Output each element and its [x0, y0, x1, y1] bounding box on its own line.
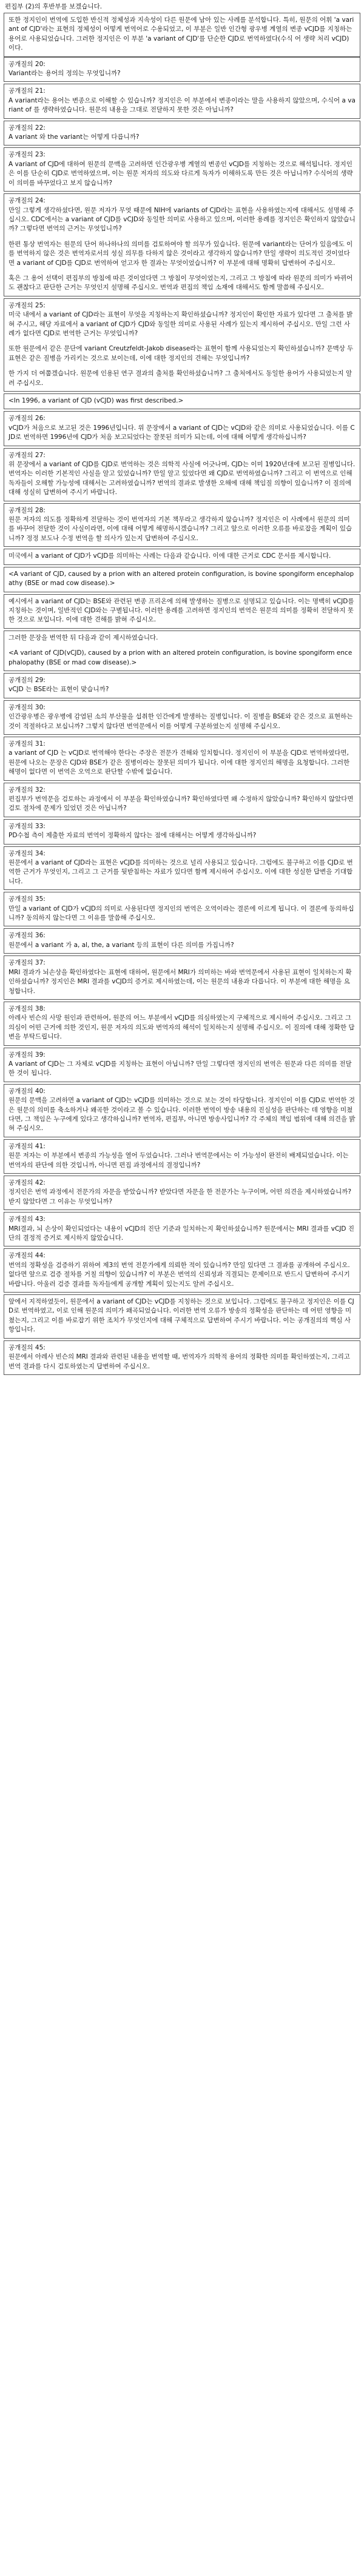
question-text: <A variant of CJD, caused by a prion with an altered protein configuration, is bovine spongiform encephalopathy (BSE or mad cow disease).>: [8, 570, 354, 587]
question-text: 미국에서 a variant of CJD가 vCJD를 의미하는 사례는 다음과 같습니다. 이에 대한 근거로 CDC 문서를 제시합니다.: [8, 552, 331, 560]
question-box: [4, 819, 360, 845]
question-text: 원문에서 a variant 가 a, al, the, a variant 등의 표현이 다른 의미를 가집니까?: [8, 941, 234, 949]
question-text: <A variant of CJD(vCJD), caused by a prion with an altered protein configuration, is bovine spongiform encephalopathy (BSE or mad cow disease).>: [8, 649, 352, 666]
question-heading: 공개질의 34:: [8, 849, 46, 857]
question-box: [4, 121, 360, 146]
question-box: [4, 892, 360, 926]
question-text: 정지인은 번역 과정에서 전문가의 자문을 받았습니까? 받았다면 자문을 한 전문가는 누구이며, 어떤 의견을 제시하였습니까? 받지 않았다면 그 이유는 무엇입니까?: [8, 1188, 352, 1205]
paragraph-gap: [8, 234, 356, 240]
question-text: MRI 결과가 뇌손상을 확인하였다는 표현에 대하여, 원문에서 MRI가 의미하는 바와 번역문에서 사용된 표현이 일치하는지 확인하셨습니까? 정지인은 MRI 결과를 vCJD의 증거로 제시하였는데, 이는 원문의 내용과 다릅니다. 이 부분에 대한 해명을 요청합니다.: [8, 968, 352, 995]
question-text: vCJD 는 BSE라는 표현이 맞습니까?: [8, 686, 109, 694]
question-box: [4, 1340, 360, 1375]
question-text: 예시에서 a variant of CJD는 BSE와 관련된 변종 프리온에 의해 발생하는 질병으로 설명되고 있습니다. 이는 명백히 vCJD를 지칭하는 것이며, 일반적인 CJD와는 구별됩니다. 이러한 용례를 고려하면 정지인의 번역은 원문의 의미를 정확히 전달하지 못한 것으로 보입니다. 이에 대한 견해를 밝혀 주십시오.: [8, 597, 354, 624]
question-text: 원문에서 a variant of CJD라는 표현은 vCJD를 의미하는 것으로 널리 사용되고 있습니다. 그럼에도 불구하고 이를 CJD로 번역한 근거가 무엇인지, 그리고 그 근거를 뒷받침하는 자료가 있다면 함께 제시하여 주십시오. 이에 대한 성실한 답변을 기대합니다.: [8, 859, 353, 885]
question-heading: 공개질의 43:: [8, 1216, 46, 1223]
question-box: [4, 549, 360, 564]
paragraph-gap: [8, 268, 356, 274]
question-box: [4, 1139, 360, 1174]
question-heading: 공개질의 22:: [8, 124, 46, 132]
question-text: 한 가지 더 여쭙겠습니다. 원문에 인용된 연구 결과의 출처를 확인하셨습니까? 그 출처에서도 동일한 용어가 사용되었는지 알려 주십시오.: [8, 370, 352, 387]
question-heading: 공개질의 27:: [8, 451, 46, 459]
question-text: 번역의 정확성을 검증하기 위하여 제3의 번역 전문가에게 의뢰한 적이 있습니까? 만일 있다면 그 결과를 공개하여 주십시오. 없다면 앞으로 검증 절차를 거칠 의향이 있습니까? 이 부분은 번역의 신뢰성과 직결되는 문제이므로 반드시 답변하여 주시기 바랍니다. 아울러 검증 결과를 독자들에게 공개할 계획이 있는지도 알려 주십시오.: [8, 1261, 350, 1288]
paragraph-gap: [8, 643, 356, 649]
question-heading: 공개질의 41:: [8, 1142, 46, 1150]
question-heading: 공개질의 31:: [8, 740, 46, 748]
question-text: 한편 통상 번역자는 원문의 단어 하나하나의 의미를 검토하여야 할 의무가 있습니다. 원문에 variant라는 단어가 있음에도 이를 번역하지 않은 것은 번역자로서의 성실 의무를 다하지 않은 것이라고 생각하지 않습니까? 만일 생략이 의도적인 것이었다면 a variant of CJD를 CJD로 번역하여 얻고자 한 결과는 무엇이었습니까? 이 부분에 대해 명확히 답변하여 주십시오.: [8, 240, 353, 267]
paragraph-gap: [8, 363, 356, 369]
question-text: 만일 a variant of CJD가 vCJD의 의미로 사용된다면 정지인의 번역은 오역이라는 결론에 이르게 됩니다. 이 결론에 동의하십니까? 동의하지 않는다면 그 이유를 말씀해 주십시오.: [8, 905, 354, 922]
question-heading: 공개질의 44:: [8, 1252, 46, 1260]
question-heading: 공개질의 21:: [8, 87, 46, 95]
question-heading: 공개질의 25:: [8, 301, 46, 309]
question-box: [4, 57, 360, 82]
question-box: [4, 1212, 360, 1246]
question-text: a variant of CJD 는 vCJD로 번역해야 한다는 주장은 전문가 견해와 일치합니다. 정지인이 이 부분을 CJD로 번역하였다면, 원문에 나오는 문장은 CJD와 BSE가 같은 질병이라는 잘못된 의미가 됩니다. 이에 대한 정지인의 해명을 요청합니다. 그러한 해명이 없다면 이 번역은 오역으로 판단할 수밖에 없습니다.: [8, 749, 350, 776]
question-box: [4, 84, 360, 118]
question-heading: 공개질의 39:: [8, 1051, 46, 1059]
question-text: 편집부가 번역문을 검토하는 과정에서 이 부분을 확인하였습니까? 확인하였다면 왜 수정하지 않았습니까? 확인하지 않았다면 검토 절차에 문제가 있었던 것은 아닙니까?: [8, 795, 354, 812]
question-heading: 공개질의 45:: [8, 1343, 46, 1351]
question-box: [4, 673, 360, 698]
question-heading: 공개질의 38:: [8, 1005, 46, 1012]
question-heading: 공개질의 42:: [8, 1179, 46, 1186]
question-box: [4, 1248, 360, 1293]
question-text: A variant라는 용어는 변종으로 이해할 수 있습니까? 정지인은 이 부분에서 변종이라는 말을 사용하지 않았으며, 수식어 a variant of 를 생략하였습니다. 원문의 내용을 그대로 전달하지 못한 것은 아닙니까?: [8, 96, 356, 114]
intro-text: 또한 정지인이 번역에 도입한 반신적 정체성과 지속성이 다른 원문에 남아 있는 사례를 분석합니다. 특히, 원문의 어휘 'a variant of CJD'라는 표현의 정체성이 어떻게 번역어로 수용되었고, 이 부분은 일반 인간형 광우병 계열의 변종 vCJD를 지칭하는 용어로 사용되었습니다. 그러한 정지인은 이 부분 'a variant of CJD'를 단순한 CJD로 번역하였다(수식 어 생략 처리 vCJD) 이다.: [8, 16, 354, 52]
question-text: 또한 원문에서 같은 문단에 variant Creutzfeldt-Jakob disease라는 표현이 함께 사용되었는지 확인하셨습니까? 문맥상 두 표현은 같은 질병을 가리키는 것으로 보이는데, 이에 대한 정지인의 견해는 무엇입니까?: [8, 345, 354, 362]
question-heading: 공개질의 36:: [8, 932, 46, 940]
question-box: [4, 928, 360, 954]
question-text: 아레사 빈슨의 사망 원인과 관련하여, 원문의 어느 부분에서 vCJD를 의심하였는지 구체적으로 제시하여 주십시오. 그리고 그 의심이 어떤 근거에 의한 것인지, 원문 저자의 의도와 번역자의 해석이 일치하는지 설명해 주십시오. 이 질의에 대해 정확한 답변을 부탁드립니다.: [8, 1014, 355, 1041]
question-heading: 공개질의 24:: [8, 197, 46, 205]
question-box: [4, 298, 360, 392]
question-heading: 공개질의 35:: [8, 895, 46, 903]
question-text: <In 1996, a variant of CJD (vCJD) was first described.>: [8, 397, 184, 404]
question-box: [4, 567, 360, 592]
question-text: 만일 그렇게 생각하셨다면, 원문 저자가 무엇 때문에 NIH에 variants of CJD라는 표현을 사용하였는지에 대해서도 설명해 주십시오. CDC에서는 a variant of CJD를 vCJD와 동일한 의미로 사용하고 있으며, 이러한 용례를 정지인은 확인하지 않았습니까? 그렇다면 번역의 근거는 무엇입니까?: [8, 206, 356, 233]
question-text: MRI결과, 뇌 손상이 확인되었다는 내용이 vCJD의 진단 기준과 일치하는지 확인하셨습니까? 원문에서는 MRI 결과를 vCJD 진단의 결정적 증거로 제시하지 않았습니다.: [8, 1225, 354, 1242]
question-box: [4, 631, 360, 671]
question-box: [4, 846, 360, 891]
question-box: [4, 594, 360, 629]
question-box: [4, 193, 360, 296]
question-text: vCJD가 처음으로 보고된 것은 1996년입니다. 위 문장에서 a variant of CJD는 vCJD와 같은 의미로 사용되었습니다. 이를 CJD로 번역하면 1996년에 CJD가 처음 보고되었다는 잘못된 의미가 되는데, 이에 대해 어떻게 생각하십니까?: [8, 424, 355, 441]
question-box: [4, 700, 360, 735]
question-box: [4, 1294, 360, 1339]
question-box: [4, 1084, 360, 1137]
intro-title: 편집부 (2)의 후반부를 보겠습니다.: [5, 3, 103, 10]
question-heading: 공개질의 23:: [8, 151, 46, 159]
question-heading: 공개질의 33:: [8, 822, 46, 830]
question-text: A variant 와 the variant는 어떻게 다릅니까?: [8, 133, 140, 141]
question-box: [4, 411, 360, 446]
question-heading: 공개질의 29:: [8, 676, 46, 684]
question-heading: 공개질의 20:: [8, 60, 46, 68]
question-text: 원문 저자는 이 부분에서 변종의 가능성을 열어 두었습니다. 그러나 번역문에서는 이 가능성이 완전히 배제되었습니다. 이는 번역자의 판단에 의한 것입니까, 아니면 편집 과정에서의 결정입니까?: [8, 1152, 349, 1169]
question-heading: 공개질의 26:: [8, 415, 46, 423]
question-box: [4, 783, 360, 817]
question-box: [4, 1002, 360, 1046]
question-heading: 공개질의 37:: [8, 959, 46, 967]
question-heading: 공개질의 28:: [8, 506, 46, 514]
question-text: 미국 내에서 a variant of CJD라는 표현이 무엇을 지칭하는지 확인하셨습니까? 정지인이 확인한 자료가 있다면 그 출처를 밝혀 주시고, 해당 자료에서 a variant of CJD가 CJD와 동일한 의미로 사용된 사례가 있는지 제시하여 주십시오. 만일 그런 사례가 없다면 CJD로 번역한 근거는 무엇입니까?: [8, 311, 353, 337]
question-text: 원문에서 아레사 빈슨의 MRI 결과와 관련된 내용을 번역할 때, 번역자가 의학적 용어의 정확한 의미를 확인하였는지, 그리고 번역 결과를 다시 검토하였는지 답변하여 주십시오.: [8, 1353, 351, 1370]
question-text: Variant라는 용어의 정의는 무엇입니까?: [8, 70, 121, 78]
question-heading: 공개질의 40:: [8, 1087, 46, 1095]
question-text: PD수첩 측이 제출한 자료의 번역이 정확하지 않다는 점에 대해서는 어떻게 생각하십니까?: [8, 832, 257, 840]
question-box: [4, 1176, 360, 1210]
question-heading: 공개질의 30:: [8, 703, 46, 711]
question-heading: 공개질의 32:: [8, 786, 46, 794]
question-box: [4, 1048, 360, 1082]
question-text: 위 문장에서 a variant of CJD를 CJD로 번역하는 것은 의학적 사실에 어긋나며, CJD는 이미 1920년대에 보고된 질병입니다. 번역자는 이러한 기본적인 사실을 알고 있었습니까? 만일 알고 있었다면 왜 CJD로 번역하였습니까? 그리고 이 번역으로 인해 독자들이 오해할 가능성에 대해서는 고려하였습니까? 번역의 결과로 발생한 오해에 대해 책임질 의향이 있습니까? 이 질의에 대해 성실히 답변하여 주시기 바랍니다.: [8, 461, 356, 497]
question-text: 혹은 그 용어 선택이 편집부의 방침에 따른 것이었다면 그 방침이 무엇이었는지, 그리고 그 방침에 따라 원문의 의미가 바뀌어도 괜찮다고 판단한 근거는 무엇인지 설명해 주십시오. 번역과 편집의 책임 소재에 대해서도 함께 말씀해 주십시오.: [8, 274, 353, 292]
question-box: [4, 393, 360, 409]
question-text: 앞에서 지적하였듯이, 원문에서 a variant of CJD는 vCJD를 지칭하는 것으로 보입니다. 그럼에도 불구하고 정지인은 이를 CJD로 번역하였고, 이로 인해 원문의 의미가 왜곡되었습니다. 이러한 번역 오류가 방송의 정확성을 판단하는 데 어떤 영향을 미쳤는지, 그리고 이를 바로잡기 위한 조치가 무엇인지에 대해 구체적으로 답변하여 주시기 바랍니다. 이는 공개질의의 핵심 사항입니다.: [8, 1298, 354, 1334]
paragraph-gap: [8, 338, 356, 344]
question-box: [4, 448, 360, 501]
question-text: 원문 저자의 의도를 정확하게 전달하는 것이 번역자의 기본 책무라고 생각하지 않습니까? 정지인은 이 사례에서 원문의 의미를 바꾸어 전달한 것이 사실이라면, 이에 대해 어떻게 해명하시겠습니까? 그리고 앞으로 이러한 오류를 바로잡을 계획이 있습니까? 정정 보도나 수정 번역을 할 의사가 있는지 답변하여 주십시오.: [8, 516, 352, 542]
intro-box: [4, 13, 360, 57]
question-box: [4, 737, 360, 781]
question-text: A variant of CJD에 대하여 원문의 문맥을 고려하면 인간광우병 계열의 변종인 vCJD를 지칭하는 것으로 해석됩니다. 정지인은 이를 단순히 CJD로 번역하였으며, 이는 원문 저자의 의도와 다르게 독자가 이해하도록 만든 것은 아닙니까? 수식어의 생략이 의미를 바꾸었다고 보지 않습니까?: [8, 160, 353, 187]
question-box: [4, 503, 360, 547]
question-box: [4, 955, 360, 1000]
question-list: [0, 57, 364, 1375]
question-text: 원문의 문맥을 고려하면 a variant of CJD는 vCJD를 의미하는 것으로 보는 것이 타당합니다. 정지인이 이를 CJD로 번역한 것은 원문의 의미를 축소하거나 왜곡한 것이라고 볼 수 있습니다. 이러한 번역이 방송 내용의 진실성을 판단하는 데 영향을 미쳤다면, 그 책임은 누구에게 있다고 생각하십니까? 번역자, 편집부, 아니면 방송사입니까? 각 주체의 책임 범위에 대해 의견을 밝혀 주십시오.: [8, 1097, 356, 1132]
question-text: A variant of CJD는 그 자체로 vCJD를 지칭하는 표현이 아닙니까? 만일 그렇다면 정지인의 번역은 원문과 다른 의미를 전달한 것이 됩니다.: [8, 1060, 352, 1077]
question-box: [4, 147, 360, 192]
question-text: 그러한 문장을 번역한 뒤 다음과 같이 제시하였습니다.: [8, 634, 158, 641]
question-text: 인간광우병은 광우병에 감염된 소의 부산물을 섭취한 인간에게 발생하는 질병입니다. 이 질병을 BSE와 같은 것으로 표현하는 것이 적절하다고 보십니까? 그렇지 않다면 번역문에서 이를 어떻게 구분하였는지 설명해 주십시오.: [8, 713, 353, 730]
